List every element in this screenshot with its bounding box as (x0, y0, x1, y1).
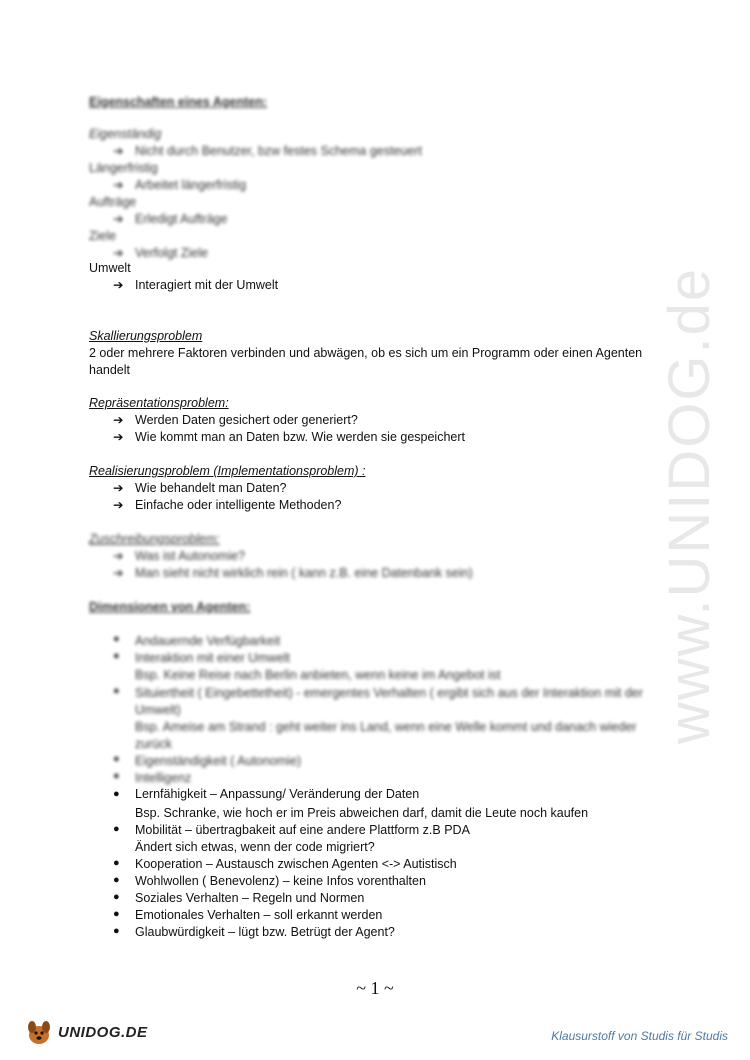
section-title: Eigenschaften eines Agenten: (89, 95, 268, 109)
heading-zuschreibung: Zuschreibungsproblem: (89, 532, 220, 546)
property-label: Längerfristig (89, 161, 158, 175)
bullet-icon: ● (113, 685, 120, 697)
zuschreibung-point: Was ist Autonomie? (135, 549, 246, 563)
property-label-umwelt: Umwelt (89, 261, 131, 275)
heading-dimensionen: Dimensionen von Agenten: (89, 600, 251, 614)
realisierung-point: Wie behandelt man Daten? (135, 481, 287, 495)
dimension-soziales-verhalten: Soziales Verhalten – Regeln und Normen (135, 891, 365, 905)
property-label: Eigenständig (89, 127, 162, 141)
bullet-icon: ● (113, 891, 120, 903)
bullet-icon: ● (113, 874, 120, 886)
property-text: Nicht durch Benutzer, bzw festes Schema gesteuert (135, 144, 422, 158)
property-label: Aufträge (89, 195, 137, 209)
bullet-icon: ● (113, 770, 120, 782)
realisierung-point: Einfache oder intelligente Methoden? (135, 498, 342, 512)
property-text: Erledigt Aufträge (135, 212, 228, 226)
bullet-icon: ● (113, 908, 120, 920)
arrow-icon: ➔ (113, 212, 124, 226)
bullet-icon: ● (113, 650, 120, 662)
property-text: Arbeitet längerfristig (135, 178, 247, 192)
bullet-icon: ● (113, 857, 120, 869)
dimension-item: Intelligenz (135, 771, 192, 785)
skallierung-text-line1: 2 oder mehrere Faktoren verbinden und abwägen, ob es sich um ein Programm oder einen Agenten (89, 346, 643, 360)
dimension-kooperation: Kooperation – Austausch zwischen Agenten <-> Autistisch (135, 857, 457, 871)
arrow-icon: ➔ (113, 413, 124, 427)
heading-realisierung: Realisierungsproblem (Implementationsproblem) : (89, 464, 366, 478)
dimension-mobilitaet-example: Ändert sich etwas, wenn der code migriert? (135, 840, 375, 854)
dimension-lernfaehigkeit-example: Bsp. Schranke, wie hoch er im Preis abweichen darf, damit die Leute noch kaufen (135, 806, 589, 820)
dimension-lernfaehigkeit: Lernfähigkeit – Anpassung/ Veränderung der Daten (135, 787, 420, 801)
arrow-icon: ➔ (113, 498, 124, 512)
dimension-item-cont: Umwelt) (135, 703, 181, 717)
dimension-emotionales-verhalten: Emotionales Verhalten – soll erkannt werden (135, 908, 383, 922)
dimension-mobilitaet: Mobilität – übertragbakeit auf eine andere Plattform z.B PDA (135, 823, 470, 837)
watermark (640, 266, 740, 744)
bullet-icon: ● (113, 823, 120, 835)
arrow-icon: ➔ (113, 178, 124, 192)
dimension-item: Andauernde Verfügbarkeit (135, 634, 281, 648)
repraesentation-point: Wie kommt man an Daten bzw. Wie werden sie gespeichert (135, 430, 465, 444)
dimension-glaubwuerdigkeit: Glaubwürdigkeit – lügt bzw. Betrügt der Agent? (135, 925, 395, 939)
arrow-icon: ➔ (113, 246, 124, 260)
bullet-icon: ● (113, 633, 120, 645)
property-text-umwelt: Interagiert mit der Umwelt (135, 278, 279, 292)
skallierung-text-line2: handelt (89, 363, 131, 377)
bullet-icon: ● (113, 925, 120, 937)
dimension-item: Eigenständigkeit ( Autonomie) (135, 754, 302, 768)
dimension-wohlwollen: Wohlwollen ( Benevolenz) – keine Infos vorenthalten (135, 874, 426, 888)
arrow-icon: ➔ (113, 278, 124, 292)
dimension-item-cont: zurück (135, 737, 172, 751)
dimension-item: Interaktion mit einer Umwelt (135, 651, 290, 665)
heading-repraesentation: Repräsentationsproblem: (89, 396, 229, 410)
arrow-icon: ➔ (113, 144, 124, 158)
logo-text: UNIDOG.DE (58, 1023, 148, 1041)
arrow-icon: ➔ (113, 549, 124, 563)
arrow-icon: ➔ (113, 566, 124, 580)
watermark-text: www.UNIDOG.de (657, 266, 723, 744)
zuschreibung-point: Man sieht nicht wirklich rein ( kann z.B. eine Datenbank sein) (135, 566, 473, 580)
bullet-icon: ● (113, 753, 120, 765)
page-number: ~ 1 ~ (356, 978, 394, 998)
heading-skallierung: Skallierungsproblem (89, 329, 203, 343)
dog-icon (24, 1017, 54, 1047)
repraesentation-point: Werden Daten gesichert oder generiert? (135, 413, 358, 427)
dimension-item: Situiertheit ( Eingebettetheit) - emergentes Verhalten ( ergibt sich aus der Interaktion mit der (135, 686, 643, 700)
dimension-item-example: Bsp. Ameise am Strand : geht weiter ins Land, wenn eine Welle kommt und danach wieder (135, 720, 637, 734)
bullet-icon: ● (113, 788, 120, 800)
arrow-icon: ➔ (113, 481, 124, 495)
unidog-logo[interactable] (24, 1017, 148, 1047)
arrow-icon: ➔ (113, 430, 124, 444)
dimension-item-example: Bsp. Keine Reise nach Berlin anbieten, wenn keine im Angebot ist (135, 668, 501, 682)
property-label: Ziele (89, 229, 117, 243)
footer-tagline: Klausurstoff von Studis für Studis (551, 1029, 728, 1043)
property-text: Verfolgt Ziele (135, 246, 208, 260)
